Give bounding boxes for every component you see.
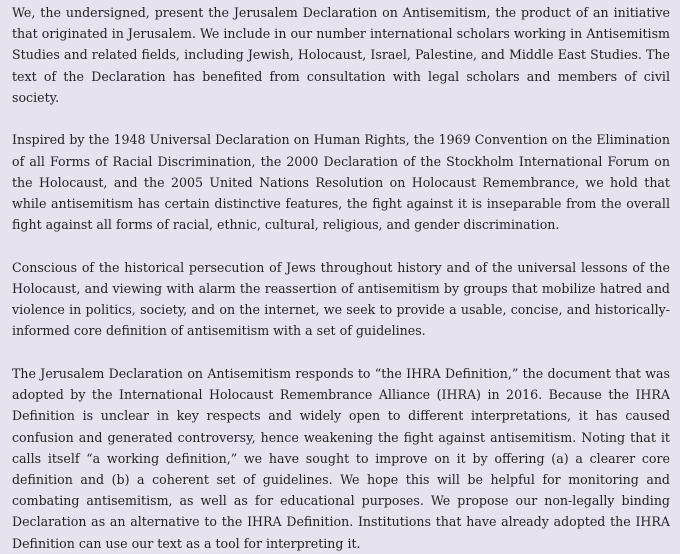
paragraph-intro: We, the undersigned, present the Jerusalem Declaration on Antisemitism, the product of an initiative that originated in Jerusalem. We include in our number international scholars working in Antisemitism Studies and related fields, including Jewish, Holocaust, Israel, Palestine, and Middle East Studies. The text of the Declaration has benefited from consultation with legal scholars and members of civil society.: [12, 5, 670, 105]
paragraph-inspiration: Inspired by the 1948 Universal Declaration on Human Rights, the 1969 Convention on the Elimination of all Forms of Racial Discrimination, the 2000 Declaration of the Stockholm International Forum on the Holocaust, and the 2005 United Nations Resolution on Holocaust Remembrance, we hold that while antisemitism has certain distinctive features, the fight against it is inseparable from the overall fight against all forms of racial, ethnic, cultural, religious, and gender discrimination.: [12, 132, 670, 233]
paragraph-purpose: Conscious of the historical persecution of Jews throughout history and of the universal lessons of the Holocaust, and viewing with alarm the reassertion of antisemitism by groups that mobilize hatred and violence in politics, society, and on the internet, we seek to provide a usable, concise, and historically-informed core definition of antisemitism with a set of guidelines.: [12, 259, 670, 339]
paragraph-ihra-response: The Jerusalem Declaration on Antisemitism responds to “the IHRA Definition,” the document that was adopted by the International Holocaust Remembrance Alliance (IHRA) in 2016. Because the IHRA Definition is unclear in key respects and widely open to different interpretations, it has caused confusion and generated controversy, hence weakening the fight against antisemitism. Noting that it calls itself “a working definition,” we have sought to improve on it by offering (a) a clearer core definition and (b) a coherent set of guidelines. We hope this will be helpful for monitoring and combating antisemitism, as well as for educational purposes. We propose our non-legally binding Declaration as an alternative to the IHRA Definition. Institutions that have already adopted the IHRA Definition can use our text as a tool for interpreting it.: [12, 366, 670, 551]
